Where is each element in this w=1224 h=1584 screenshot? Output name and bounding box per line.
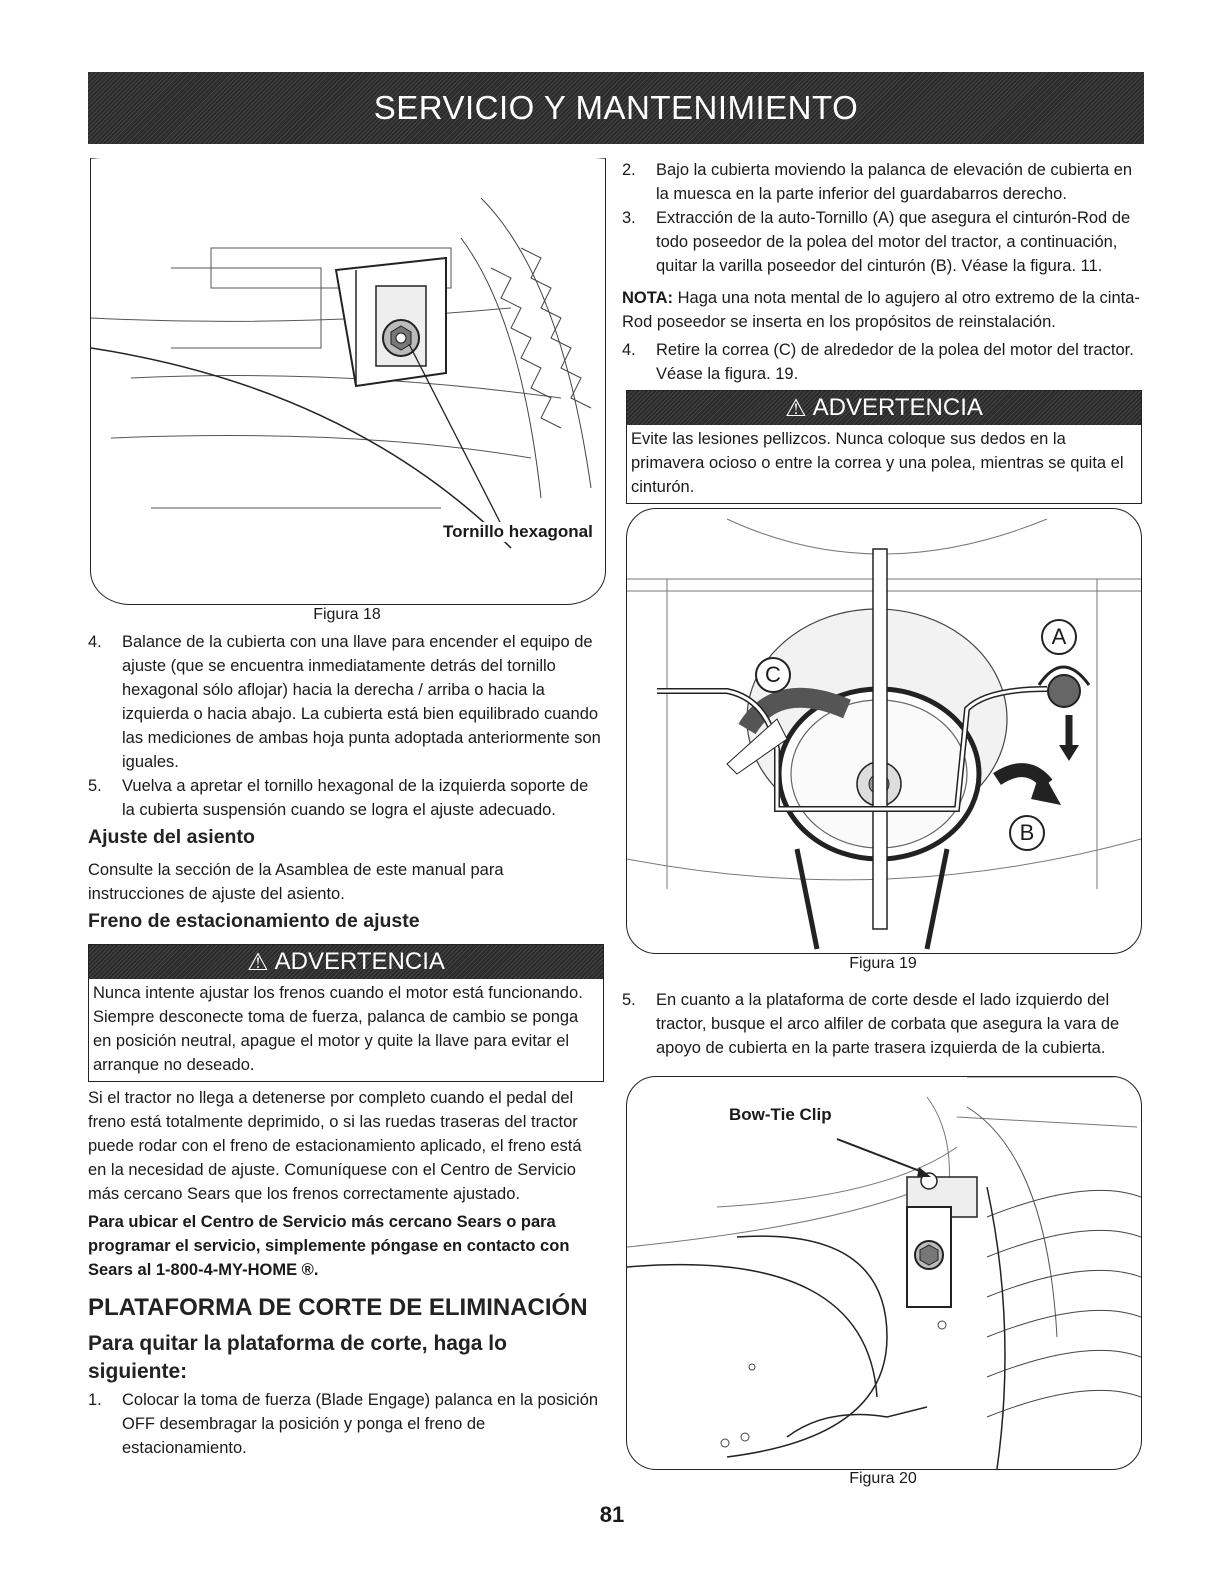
left-step-list-a (88, 630, 604, 822)
callout-c: C (755, 657, 791, 693)
figure-20 (626, 1076, 1142, 1470)
list-item: 5. Vuelva a apretar el tornillo hexagonal de la izquierda soporte de la cubierta suspensión cuando se logra el ajuste adecuado. (88, 777, 589, 819)
brake-warning-box (88, 944, 604, 1082)
deck-removal-heading: PLATAFORMA DE CORTE DE ELIMINACIÓN (88, 1294, 588, 1321)
list-item: 2. Bajo la cubierta moviendo la palanca de elevación de cubierta en la muesca en la parte inferior del guardabarros derecho. (622, 161, 1133, 203)
figure-19-caption: Figura 19 (849, 955, 917, 972)
warning-title: ADVERTENCIA (812, 394, 983, 421)
right-step-list-c (622, 988, 1142, 1060)
brake-heading: Freno de estacionamiento de ajuste (88, 910, 420, 932)
warning-triangle-icon: ⚠ (785, 394, 807, 422)
note (622, 286, 1142, 334)
callout-a: A (1041, 619, 1077, 655)
callout-b: B (1009, 815, 1045, 851)
figure-19 (626, 508, 1142, 954)
list-item: 4. Retire la correa (C) de alrededor de la polea del motor del tractor. Véase la figura. 19. (622, 341, 1134, 383)
list-item: 4. Balance de la cubierta con una llave para encender el equipo de ajuste (que se encuentra inmediatamente detrás del tornillo hexagonal sólo aflojar) hacia la derecha / arriba o hacia la izquierda o hacia abajo. La cubierta está bien equilibrado cuando las mediciones de ambas hoja punta adoptada anteriormente son iguales. (88, 633, 601, 771)
figure-18-label: Tornillo hexagonal (443, 522, 593, 541)
figure-20-caption: Figura 20 (849, 1470, 917, 1487)
page-title: SERVICIO Y MANTENIMIENTO (373, 89, 859, 126)
figure-19-illustration (627, 509, 1141, 953)
deck-removal-steps (88, 1388, 604, 1460)
right-step-list-a (622, 158, 1142, 278)
sears-contact-text: Para ubicar el Centro de Servicio más cercano Sears o para programar el servicio, simplemente póngase en contacto con Sears al 1-800-4-MY-HOME ®. (88, 1213, 570, 1279)
page-number: 81 (599, 1502, 625, 1527)
warning-title: ADVERTENCIA (274, 948, 445, 975)
deck-removal-subheading: Para quitar la plataforma de corte, haga lo siguiente: (88, 1332, 507, 1383)
list-item: 5. En cuanto a la plataforma de corte desde el lado izquierdo del tractor, busque el arco alfiler de corbata que asegura la vara de apoyo de cubierta en la parte trasera izquierda de la cubierta. (622, 991, 1120, 1057)
warning-text: Nunca intente ajustar los frenos cuando el motor está funcionando. Siempre desconecte toma de fuerza, palanca de cambio se ponga en posición neutral, apague el motor y quite la llave para evitar el arranque no deseado. (93, 984, 583, 1074)
figure-20-label: Bow-Tie Clip (729, 1105, 832, 1124)
seat-heading: Ajuste del asiento (88, 826, 255, 848)
seat-text: Consulte la sección de la Asamblea de este manual para instrucciones de ajuste del asiento. (88, 861, 504, 903)
figure-20-illustration (627, 1077, 1141, 1469)
warning-header (627, 391, 1141, 425)
section-banner (88, 72, 1144, 144)
figure-18 (90, 158, 606, 605)
brake-text: Si el tractor no llega a detenerse por completo cuando el pedal del freno está totalmente deprimido, o si las ruedas traseras del tractor puede rodar con el freno de estacionamiento aplicado, el freno está en la necesidad de ajuste. Comuníquese con el Centro de Servicio más cercano Sears que los frenos correctamente ajustado. (88, 1089, 582, 1203)
belt-warning-box (626, 390, 1142, 504)
note-label: NOTA: (622, 289, 674, 307)
right-step-list-b (622, 338, 1142, 386)
figure-18-caption: Figura 18 (313, 606, 381, 623)
list-item: 3. Extracción de la auto-Tornillo (A) que asegura el cinturón-Rod de todo poseedor de la polea del motor del tractor, a continuación, quitar la varilla poseedor del cinturón (B). Véase la figura. 11. (622, 209, 1131, 275)
warning-text: Evite las lesiones pellizcos. Nunca coloque sus dedos en la primavera ocioso o entre la correa y una polea, mientras se quita el cinturón. (631, 430, 1124, 496)
warning-triangle-icon: ⚠ (247, 948, 269, 976)
list-item: 1. Colocar la toma de fuerza (Blade Engage) palanca en la posición OFF desembragar la posición y ponga el freno de estacionamiento. (88, 1391, 599, 1457)
warning-header (89, 945, 603, 979)
note-text: Haga una nota mental de lo agujero al otro extremo de la cinta-Rod poseedor se inserta en los propósitos de reinstalación. (622, 289, 1140, 331)
